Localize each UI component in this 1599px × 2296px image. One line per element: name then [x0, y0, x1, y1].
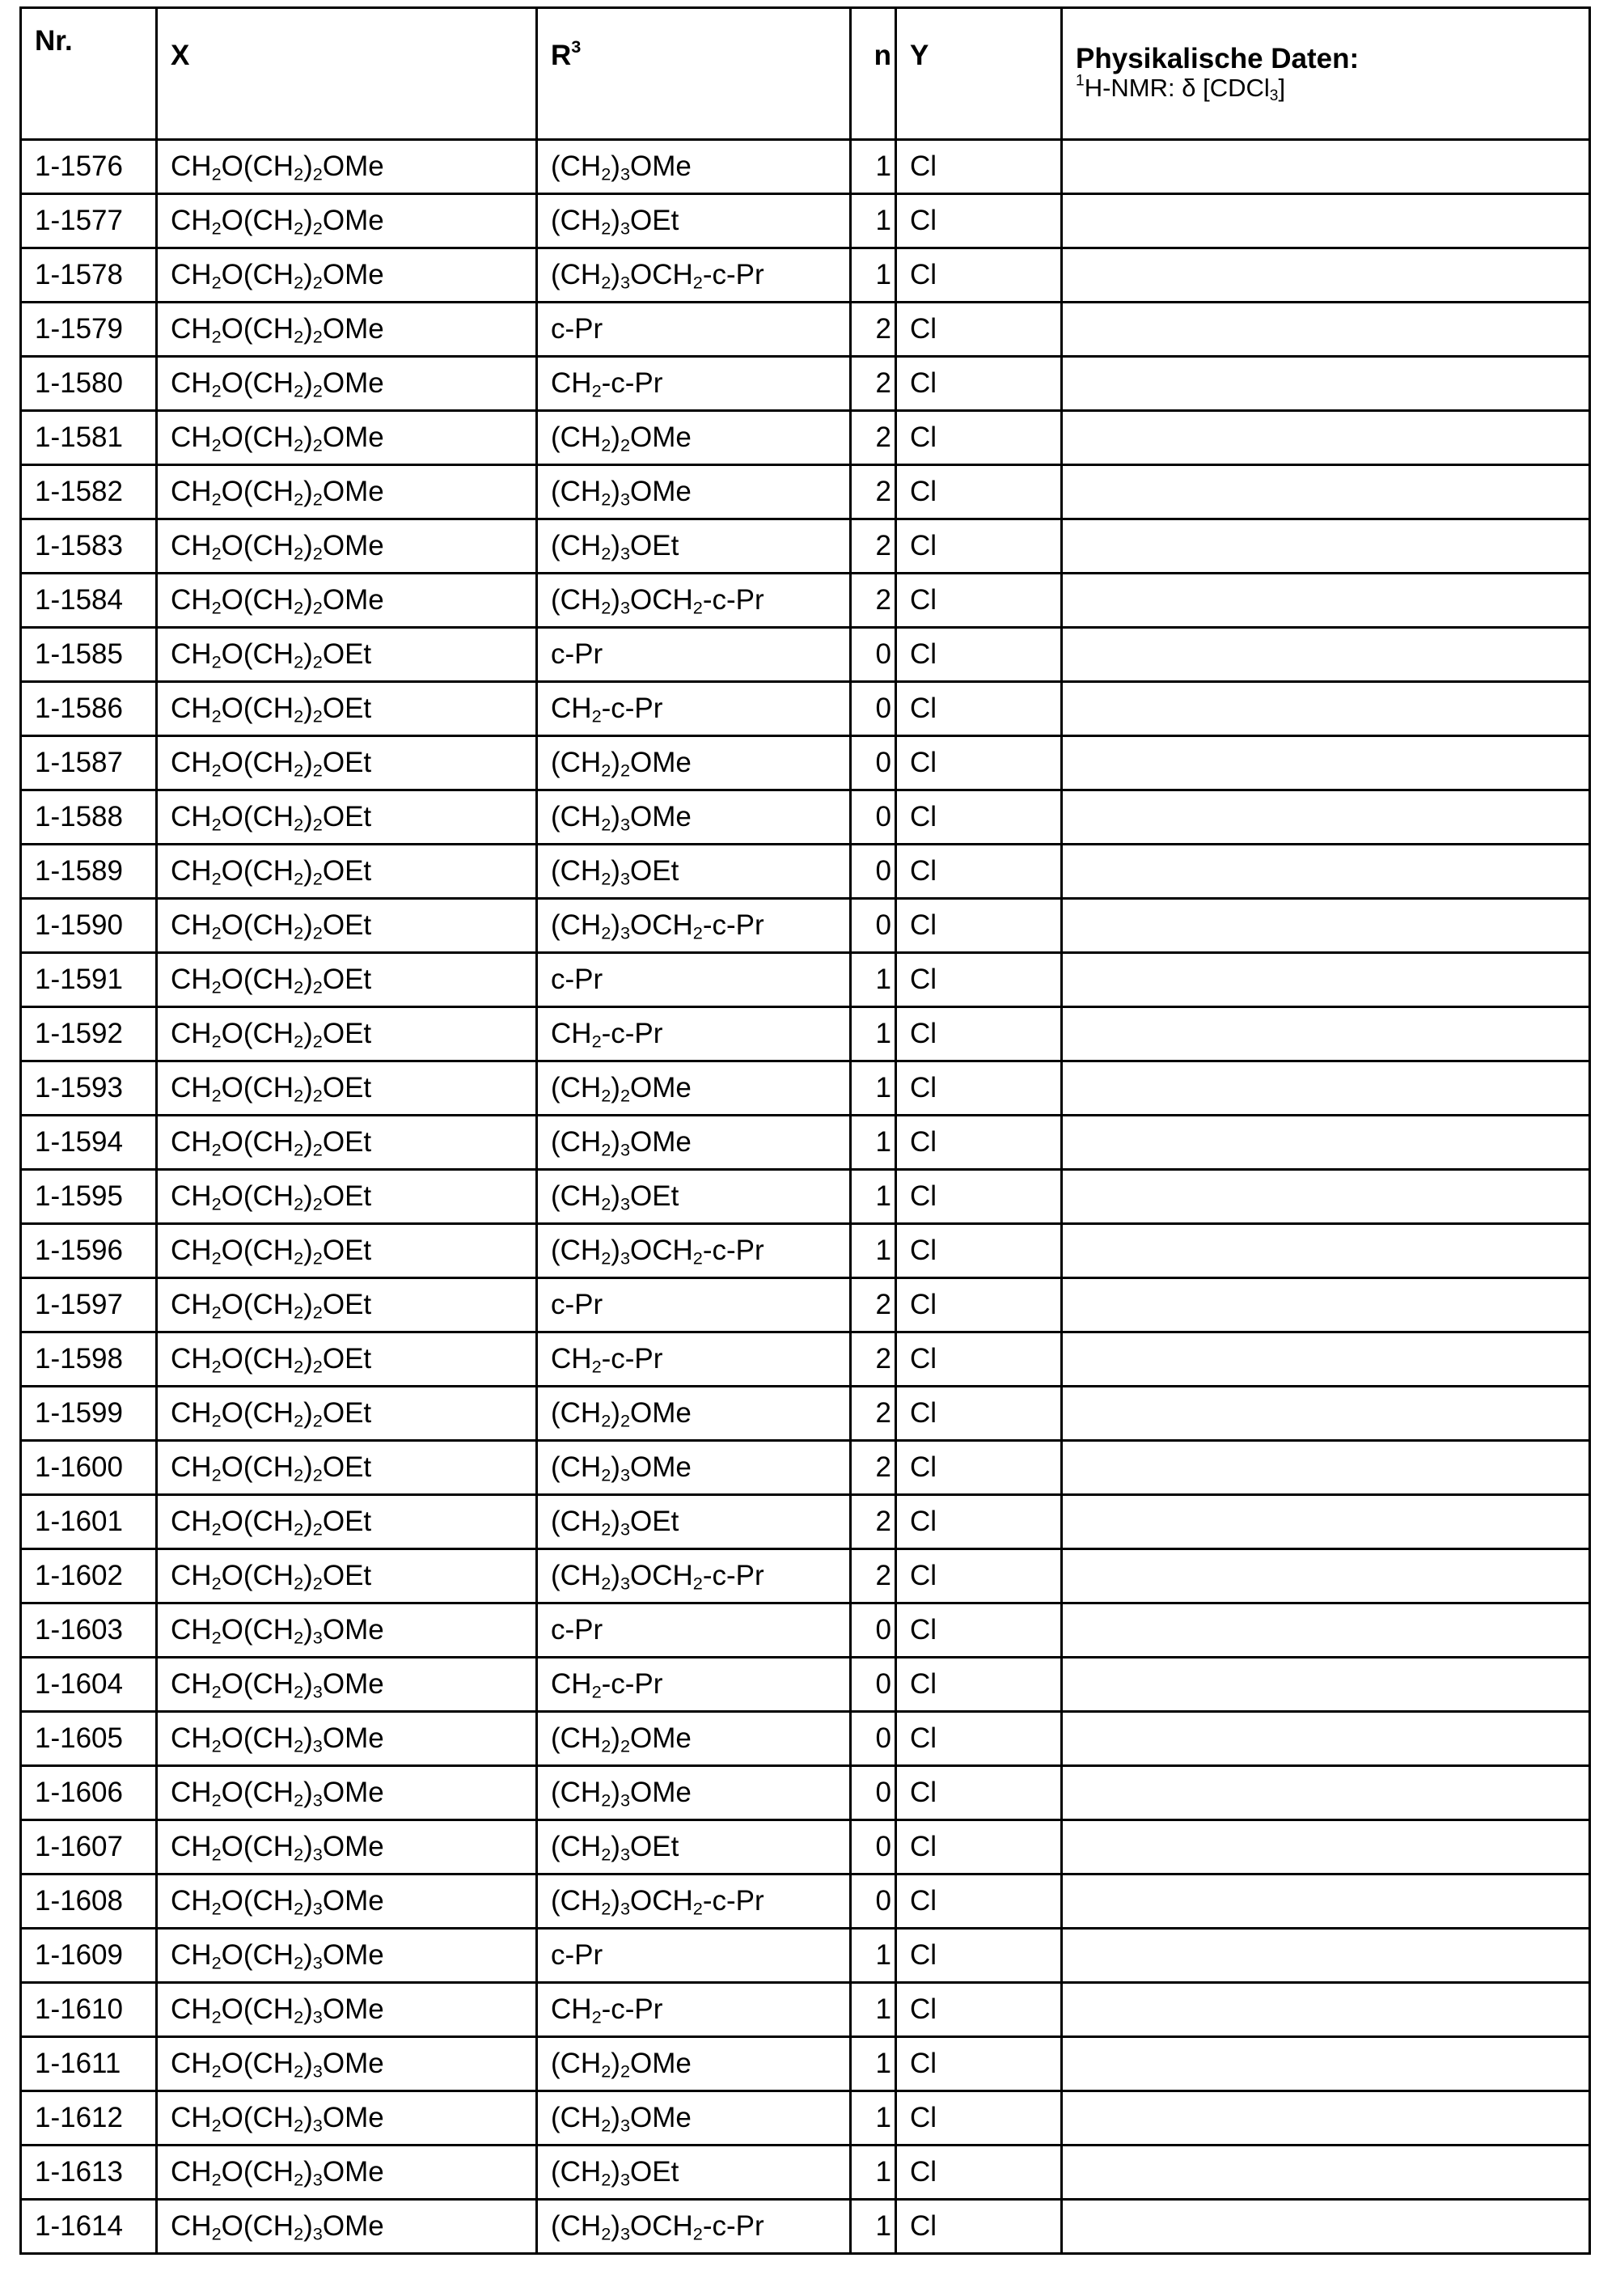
cell-n: 2 [851, 1332, 896, 1387]
cell-n: 1 [851, 1116, 896, 1170]
cell-physical-data [1062, 303, 1590, 357]
cell-r3: $(CH_2)_2OMe$ [537, 736, 851, 790]
cell-y: Cl [896, 1441, 1062, 1495]
cell-physical-data [1062, 1983, 1590, 2037]
cell-n: 2 [851, 519, 896, 574]
cell-nr: 1-1614 [21, 2200, 157, 2254]
cell-physical-data [1062, 1712, 1590, 1766]
cell-physical-data [1062, 1332, 1590, 1387]
cell-y: Cl [896, 2200, 1062, 2254]
cell-r3: $(CH_2)_3OMe$ [537, 2091, 851, 2146]
cell-nr: 1-1580 [21, 357, 157, 411]
cell-y: Cl [896, 1983, 1062, 2037]
cell-y: Cl [896, 953, 1062, 1007]
table-row [21, 1387, 1590, 1441]
cell-nr: 1-1593 [21, 1061, 157, 1116]
cell-x: $CH_2O(CH_2)_2OEt$ [157, 1549, 537, 1603]
cell-x: $CH_2O(CH_2)_2OEt$ [157, 628, 537, 682]
cell-y: Cl [896, 1387, 1062, 1441]
table-row [21, 411, 1590, 465]
cell-r3: $(CH_2)_2OMe$ [537, 1061, 851, 1116]
cell-x: $CH_2O(CH_2)_2OEt$ [157, 1061, 537, 1116]
table-row [21, 574, 1590, 628]
cell-r3: $CH_2-c-Pr$ [537, 1007, 851, 1061]
cell-y: Cl [896, 1170, 1062, 1224]
cell-y: Cl [896, 2146, 1062, 2200]
cell-x: $CH_2O(CH_2)_2OMe$ [157, 411, 537, 465]
cell-nr: 1-1611 [21, 2037, 157, 2091]
cell-nr: 1-1594 [21, 1116, 157, 1170]
cell-nr: 1-1584 [21, 574, 157, 628]
cell-n: 2 [851, 303, 896, 357]
table-row [21, 1929, 1590, 1983]
cell-n: 2 [851, 1278, 896, 1332]
cell-y: Cl [896, 519, 1062, 574]
header-y: Y [896, 8, 1062, 140]
cell-n: 1 [851, 1929, 896, 1983]
cell-x: $CH_2O(CH_2)_2OEt$ [157, 1278, 537, 1332]
cell-physical-data [1062, 628, 1590, 682]
cell-r3: $(CH_2)_2OMe$ [537, 411, 851, 465]
cell-physical-data [1062, 1766, 1590, 1820]
cell-r3: $(CH_2)_3OCH_2-c-Pr$ [537, 574, 851, 628]
table-row [21, 845, 1590, 899]
cell-r3: $(CH_2)_3OCH_2-c-Pr$ [537, 1549, 851, 1603]
cell-r3: $(CH_2)_3OCH_2-c-Pr$ [537, 899, 851, 953]
cell-n: 1 [851, 194, 896, 248]
cell-r3: $CH_2-c-Pr$ [537, 1332, 851, 1387]
table-row [21, 682, 1590, 736]
cell-r3: c-Pr [537, 953, 851, 1007]
cell-x: $CH_2O(CH_2)_3OMe$ [157, 2091, 537, 2146]
cell-x: $CH_2O(CH_2)_3OMe$ [157, 1658, 537, 1712]
cell-nr: 1-1602 [21, 1549, 157, 1603]
cell-y: Cl [896, 1007, 1062, 1061]
cell-n: 2 [851, 1549, 896, 1603]
cell-physical-data [1062, 899, 1590, 953]
cell-n: 1 [851, 2146, 896, 2200]
cell-r3: $(CH_2)_3OCH_2-c-Pr$ [537, 2200, 851, 2254]
cell-physical-data [1062, 1387, 1590, 1441]
cell-nr: 1-1585 [21, 628, 157, 682]
cell-physical-data [1062, 1007, 1590, 1061]
cell-n: 0 [851, 1712, 896, 1766]
cell-x: $CH_2O(CH_2)_2OEt$ [157, 953, 537, 1007]
table-row [21, 899, 1590, 953]
cell-r3: $(CH_2)_3OEt$ [537, 2146, 851, 2200]
cell-x: $CH_2O(CH_2)_2OEt$ [157, 790, 537, 845]
cell-y: Cl [896, 465, 1062, 519]
header-r3: $R^3$ [537, 8, 851, 140]
cell-physical-data [1062, 2146, 1590, 2200]
cell-n: 2 [851, 1387, 896, 1441]
cell-y: Cl [896, 1929, 1062, 1983]
cell-y: Cl [896, 845, 1062, 899]
cell-y: Cl [896, 1766, 1062, 1820]
cell-physical-data [1062, 1170, 1590, 1224]
cell-y: Cl [896, 1603, 1062, 1658]
cell-physical-data [1062, 2200, 1590, 2254]
cell-nr: 1-1579 [21, 303, 157, 357]
cell-x: $CH_2O(CH_2)_2OEt$ [157, 1332, 537, 1387]
cell-physical-data [1062, 2037, 1590, 2091]
header-row [21, 8, 1590, 140]
cell-physical-data [1062, 1441, 1590, 1495]
cell-physical-data [1062, 1549, 1590, 1603]
cell-nr: 1-1595 [21, 1170, 157, 1224]
cell-r3: c-Pr [537, 628, 851, 682]
cell-x: $CH_2O(CH_2)_3OMe$ [157, 1929, 537, 1983]
header-physical-data [1062, 8, 1590, 140]
cell-y: Cl [896, 736, 1062, 790]
cell-nr: 1-1605 [21, 1712, 157, 1766]
cell-nr: 1-1603 [21, 1603, 157, 1658]
cell-x: $CH_2O(CH_2)_2OMe$ [157, 465, 537, 519]
cell-y: Cl [896, 2037, 1062, 2091]
cell-n: 0 [851, 682, 896, 736]
cell-y: Cl [896, 682, 1062, 736]
table-row [21, 140, 1590, 194]
table-row [21, 790, 1590, 845]
cell-y: Cl [896, 194, 1062, 248]
cell-physical-data [1062, 194, 1590, 248]
table-row [21, 2146, 1590, 2200]
cell-n: 1 [851, 2037, 896, 2091]
cell-n: 0 [851, 845, 896, 899]
cell-nr: 1-1610 [21, 1983, 157, 2037]
cell-n: 0 [851, 1820, 896, 1875]
cell-y: Cl [896, 790, 1062, 845]
cell-physical-data [1062, 1116, 1590, 1170]
cell-x: $CH_2O(CH_2)_3OMe$ [157, 1875, 537, 1929]
cell-n: 0 [851, 1875, 896, 1929]
cell-y: Cl [896, 1820, 1062, 1875]
cell-r3: $(CH_2)_3OMe$ [537, 1441, 851, 1495]
table-row [21, 303, 1590, 357]
cell-x: $CH_2O(CH_2)_2OEt$ [157, 1224, 537, 1278]
table-row [21, 1766, 1590, 1820]
table-row [21, 1983, 1590, 2037]
cell-x: $CH_2O(CH_2)_3OMe$ [157, 1820, 537, 1875]
table-row [21, 1278, 1590, 1332]
cell-n: 0 [851, 899, 896, 953]
cell-nr: 1-1586 [21, 682, 157, 736]
cell-physical-data [1062, 2091, 1590, 2146]
cell-y: Cl [896, 1332, 1062, 1387]
cell-physical-data [1062, 790, 1590, 845]
cell-x: $CH_2O(CH_2)_2OMe$ [157, 140, 537, 194]
cell-x: $CH_2O(CH_2)_3OMe$ [157, 1983, 537, 2037]
table-row [21, 1875, 1590, 1929]
table-row [21, 1441, 1590, 1495]
cell-r3: $(CH_2)_3OCH_2-c-Pr$ [537, 1875, 851, 1929]
cell-r3: $(CH_2)_2OMe$ [537, 1387, 851, 1441]
cell-physical-data [1062, 1929, 1590, 1983]
cell-x: $CH_2O(CH_2)_2OEt$ [157, 1441, 537, 1495]
cell-r3: $(CH_2)_2OMe$ [537, 2037, 851, 2091]
cell-x: $CH_2O(CH_2)_3OMe$ [157, 1766, 537, 1820]
cell-nr: 1-1592 [21, 1007, 157, 1061]
cell-nr: 1-1583 [21, 519, 157, 574]
cell-r3: $(CH_2)_3OEt$ [537, 519, 851, 574]
cell-physical-data [1062, 682, 1590, 736]
table-row [21, 2091, 1590, 2146]
cell-n: 0 [851, 736, 896, 790]
table-body [21, 140, 1590, 2254]
cell-r3: c-Pr [537, 1929, 851, 1983]
table-row [21, 465, 1590, 519]
cell-physical-data [1062, 465, 1590, 519]
cell-n: 2 [851, 1495, 896, 1549]
cell-x: $CH_2O(CH_2)_2OEt$ [157, 845, 537, 899]
cell-nr: 1-1609 [21, 1929, 157, 1983]
cell-physical-data [1062, 736, 1590, 790]
cell-x: $CH_2O(CH_2)_2OEt$ [157, 682, 537, 736]
cell-physical-data [1062, 845, 1590, 899]
cell-r3: $(CH_2)_3OEt$ [537, 194, 851, 248]
cell-r3: $CH_2-c-Pr$ [537, 1983, 851, 2037]
cell-n: 1 [851, 2091, 896, 2146]
table-row [21, 1549, 1590, 1603]
cell-x: $CH_2O(CH_2)_2OMe$ [157, 194, 537, 248]
cell-physical-data [1062, 1061, 1590, 1116]
cell-n: 2 [851, 411, 896, 465]
cell-physical-data [1062, 1820, 1590, 1875]
cell-y: Cl [896, 1061, 1062, 1116]
cell-r3: $(CH_2)_3OMe$ [537, 1766, 851, 1820]
table-row [21, 1712, 1590, 1766]
cell-nr: 1-1598 [21, 1332, 157, 1387]
cell-nr: 1-1589 [21, 845, 157, 899]
cell-n: 2 [851, 1441, 896, 1495]
cell-physical-data [1062, 574, 1590, 628]
cell-r3: $(CH_2)_3OEt$ [537, 1820, 851, 1875]
table-row [21, 1170, 1590, 1224]
cell-nr: 1-1606 [21, 1766, 157, 1820]
cell-x: $CH_2O(CH_2)_3OMe$ [157, 1603, 537, 1658]
table-row [21, 1332, 1590, 1387]
cell-x: $CH_2O(CH_2)_3OMe$ [157, 2200, 537, 2254]
cell-nr: 1-1582 [21, 465, 157, 519]
cell-n: 1 [851, 1983, 896, 2037]
table-row [21, 1603, 1590, 1658]
cell-nr: 1-1613 [21, 2146, 157, 2200]
table-row [21, 1658, 1590, 1712]
header-physical-data-title: Physikalische Daten: [1076, 43, 1360, 74]
cell-n: 2 [851, 465, 896, 519]
cell-y: Cl [896, 357, 1062, 411]
cell-nr: 1-1587 [21, 736, 157, 790]
cell-r3: $(CH_2)_3OCH_2-c-Pr$ [537, 248, 851, 303]
header-nr: Nr. [21, 8, 157, 140]
table-row [21, 357, 1590, 411]
header-n: n [851, 8, 896, 140]
cell-n: 1 [851, 248, 896, 303]
cell-y: Cl [896, 1712, 1062, 1766]
table-row [21, 1061, 1590, 1116]
table-row [21, 519, 1590, 574]
cell-nr: 1-1576 [21, 140, 157, 194]
cell-physical-data [1062, 1278, 1590, 1332]
cell-y: Cl [896, 1278, 1062, 1332]
cell-r3: $CH_2-c-Pr$ [537, 357, 851, 411]
cell-r3: $(CH_2)_3OCH_2-c-Pr$ [537, 1224, 851, 1278]
table-row [21, 1820, 1590, 1875]
table-row [21, 248, 1590, 303]
cell-r3: $(CH_2)_3OMe$ [537, 465, 851, 519]
cell-nr: 1-1608 [21, 1875, 157, 1929]
cell-x: $CH_2O(CH_2)_3OMe$ [157, 2146, 537, 2200]
header-nmr-note: $^1$H-NMR: δ [CDCl$_3$] [1076, 72, 1286, 104]
cell-physical-data [1062, 519, 1590, 574]
cell-y: Cl [896, 2091, 1062, 2146]
cell-n: 0 [851, 1603, 896, 1658]
cell-nr: 1-1604 [21, 1658, 157, 1712]
cell-physical-data [1062, 1603, 1590, 1658]
cell-r3: c-Pr [537, 303, 851, 357]
cell-nr: 1-1588 [21, 790, 157, 845]
cell-n: 1 [851, 953, 896, 1007]
cell-physical-data [1062, 357, 1590, 411]
cell-y: Cl [896, 899, 1062, 953]
cell-nr: 1-1590 [21, 899, 157, 953]
cell-nr: 1-1599 [21, 1387, 157, 1441]
cell-r3: c-Pr [537, 1278, 851, 1332]
table-row [21, 628, 1590, 682]
cell-x: $CH_2O(CH_2)_3OMe$ [157, 1712, 537, 1766]
cell-r3: $CH_2-c-Pr$ [537, 1658, 851, 1712]
cell-y: Cl [896, 1116, 1062, 1170]
cell-n: 0 [851, 790, 896, 845]
cell-n: 0 [851, 628, 896, 682]
cell-nr: 1-1577 [21, 194, 157, 248]
cell-x: $CH_2O(CH_2)_2OEt$ [157, 1170, 537, 1224]
cell-r3: $(CH_2)_3OMe$ [537, 1116, 851, 1170]
cell-x: $CH_2O(CH_2)_2OMe$ [157, 303, 537, 357]
table-row [21, 2037, 1590, 2091]
cell-nr: 1-1597 [21, 1278, 157, 1332]
cell-r3: $(CH_2)_3OEt$ [537, 1495, 851, 1549]
cell-physical-data [1062, 1658, 1590, 1712]
cell-n: 1 [851, 1224, 896, 1278]
cell-r3: $(CH_2)_3OEt$ [537, 1170, 851, 1224]
cell-physical-data [1062, 1495, 1590, 1549]
cell-r3: $CH_2-c-Pr$ [537, 682, 851, 736]
cell-x: $CH_2O(CH_2)_2OEt$ [157, 899, 537, 953]
cell-y: Cl [896, 303, 1062, 357]
cell-n: 2 [851, 574, 896, 628]
cell-y: Cl [896, 1875, 1062, 1929]
cell-physical-data [1062, 248, 1590, 303]
cell-y: Cl [896, 248, 1062, 303]
cell-y: Cl [896, 574, 1062, 628]
cell-x: $CH_2O(CH_2)_2OEt$ [157, 736, 537, 790]
cell-y: Cl [896, 1549, 1062, 1603]
cell-nr: 1-1612 [21, 2091, 157, 2146]
cell-y: Cl [896, 628, 1062, 682]
table-row [21, 1495, 1590, 1549]
table-row [21, 1224, 1590, 1278]
cell-nr: 1-1581 [21, 411, 157, 465]
cell-y: Cl [896, 140, 1062, 194]
cell-physical-data [1062, 411, 1590, 465]
cell-nr: 1-1591 [21, 953, 157, 1007]
cell-r3: c-Pr [537, 1603, 851, 1658]
table-row [21, 2200, 1590, 2254]
header-x: X [157, 8, 537, 140]
cell-n: 1 [851, 1061, 896, 1116]
cell-n: 1 [851, 1170, 896, 1224]
cell-r3: $(CH_2)_3OMe$ [537, 140, 851, 194]
cell-x: $CH_2O(CH_2)_2OEt$ [157, 1387, 537, 1441]
cell-r3: $(CH_2)_3OMe$ [537, 790, 851, 845]
cell-nr: 1-1578 [21, 248, 157, 303]
cell-physical-data [1062, 1875, 1590, 1929]
table-row [21, 1116, 1590, 1170]
cell-n: 1 [851, 2200, 896, 2254]
cell-x: $CH_2O(CH_2)_2OMe$ [157, 357, 537, 411]
cell-x: $CH_2O(CH_2)_2OEt$ [157, 1495, 537, 1549]
table-row [21, 1007, 1590, 1061]
cell-nr: 1-1596 [21, 1224, 157, 1278]
cell-y: Cl [896, 1658, 1062, 1712]
cell-n: 2 [851, 357, 896, 411]
cell-physical-data [1062, 1224, 1590, 1278]
table-row [21, 736, 1590, 790]
cell-y: Cl [896, 411, 1062, 465]
cell-r3: $(CH_2)_2OMe$ [537, 1712, 851, 1766]
table-row [21, 194, 1590, 248]
cell-nr: 1-1600 [21, 1441, 157, 1495]
cell-n: 1 [851, 140, 896, 194]
cell-x: $CH_2O(CH_2)_2OMe$ [157, 248, 537, 303]
cell-nr: 1-1607 [21, 1820, 157, 1875]
cell-x: $CH_2O(CH_2)_2OEt$ [157, 1007, 537, 1061]
cell-n: 1 [851, 1007, 896, 1061]
cell-y: Cl [896, 1495, 1062, 1549]
cell-x: $CH_2O(CH_2)_2OEt$ [157, 1116, 537, 1170]
cell-x: $CH_2O(CH_2)_2OMe$ [157, 574, 537, 628]
table-row [21, 953, 1590, 1007]
cell-r3: $(CH_2)_3OEt$ [537, 845, 851, 899]
cell-physical-data [1062, 953, 1590, 1007]
cell-n: 0 [851, 1766, 896, 1820]
cell-y: Cl [896, 1224, 1062, 1278]
cell-x: $CH_2O(CH_2)_3OMe$ [157, 2037, 537, 2091]
compound-table [19, 6, 1591, 2255]
cell-nr: 1-1601 [21, 1495, 157, 1549]
cell-n: 0 [851, 1658, 896, 1712]
cell-x: $CH_2O(CH_2)_2OMe$ [157, 519, 537, 574]
cell-physical-data [1062, 140, 1590, 194]
